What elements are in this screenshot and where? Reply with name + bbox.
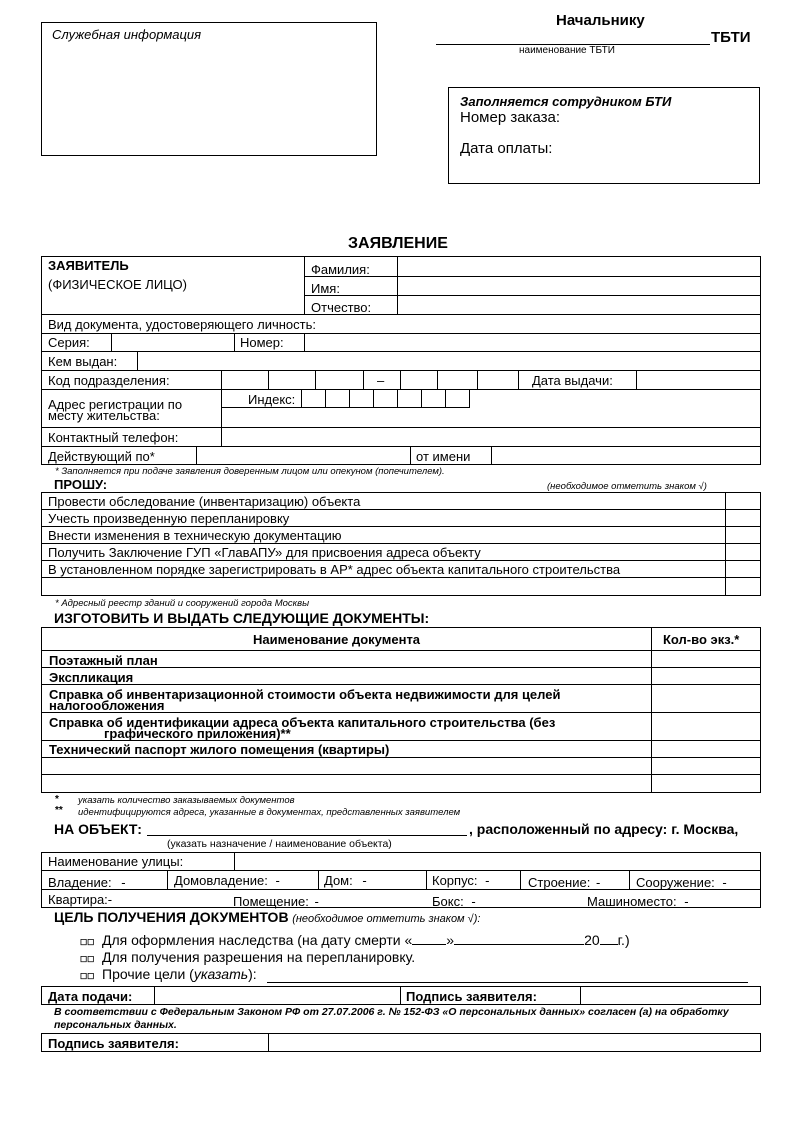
object-name-line[interactable] <box>147 835 467 836</box>
addressee-sub: наименование ТБТИ <box>519 45 615 56</box>
doc-qty-4[interactable] <box>652 713 760 740</box>
doc-row-5: Технический паспорт жилого помещения (квартиры) <box>49 742 390 757</box>
on-behalf-label: от имени <box>416 449 471 464</box>
number-label: Номер: <box>240 335 284 350</box>
request-item-3: Внести изменения в техническую документацию <box>48 528 342 543</box>
purpose-option-3[interactable]: ☐☐ Прочие цели (указать): <box>80 966 257 982</box>
doc-footnote-1-mark: * <box>55 794 59 805</box>
object-head: НА ОБЪЕКТ: <box>54 821 142 837</box>
other-purpose-line[interactable] <box>267 982 748 983</box>
applicant-signature-label-2: Подпись заявителя: <box>48 1036 179 1051</box>
patronymic-input[interactable] <box>398 296 760 314</box>
request-head: ПРОШУ: <box>54 477 108 492</box>
phone-label: Контактный телефон: <box>48 430 179 445</box>
checkbox-icon[interactable]: ☐☐ <box>80 955 95 964</box>
request-checkbox-2[interactable] <box>726 510 760 526</box>
request-item-4: Получить Заключение ГУП «ГлавАПУ» для присвоения адреса объекту <box>48 545 481 560</box>
structure-label: Сооружение: - <box>636 875 727 890</box>
doc-footnote-1: указать количество заказываемых документов <box>78 795 295 806</box>
addressee-suffix: ТБТИ <box>711 29 751 46</box>
parking-label: Машиноместо: - <box>587 894 689 909</box>
flat-label: Квартира:- <box>48 892 113 907</box>
col-doc-name: Наименование документа <box>253 632 421 647</box>
applicant-signature-input[interactable] <box>581 987 760 1004</box>
purpose-note: (необходимое отметить знаком √): <box>292 913 481 925</box>
checkbox-icon[interactable]: ☐☐ <box>80 972 95 981</box>
acting-label: Действующий по* <box>48 449 155 464</box>
applicant-signature-input-2[interactable] <box>269 1034 760 1051</box>
request-item-2: Учесть произведенную перепланировку <box>48 511 290 526</box>
series-label: Серия: <box>48 335 90 350</box>
doc-qty-2[interactable] <box>652 668 760 684</box>
issued-by-label: Кем выдан: <box>48 354 118 369</box>
doc-row-4b: графического приложения)** <box>104 726 291 741</box>
col-doc-qty: Кол-во экз.* <box>663 632 740 647</box>
purpose-option-1[interactable]: ☐☐ Для оформления наследства (на дату смерти « » 20 г.) <box>80 932 630 948</box>
address-label-1: Адрес регистрации по <box>48 397 183 412</box>
service-info-label: Служебная информация <box>52 27 202 42</box>
page-title: ЗАЯВЛЕНИЕ <box>348 235 448 252</box>
box-label: Бокс: - <box>432 894 476 909</box>
corpus-label: Корпус: - <box>432 873 490 888</box>
documents-head: ИЗГОТОВИТЬ И ВЫДАТЬ СЛЕДУЮЩИЕ ДОКУМЕНТЫ: <box>54 610 430 626</box>
request-note: (необходимое отметить знаком √) <box>547 481 707 492</box>
purpose-head: ЦЕЛЬ ПОЛУЧЕНИЯ ДОКУМЕНТОВ <box>54 909 289 925</box>
object-sub: (указать назначение / наименование объекта) <box>167 838 392 850</box>
street-input[interactable] <box>235 853 760 870</box>
doc-row-2: Экспликация <box>49 670 134 685</box>
household-label: Домовладение: - <box>174 873 280 888</box>
building-label: Строение: - <box>528 875 601 890</box>
surname-label: Фамилия: <box>311 262 370 277</box>
purpose-option-2[interactable]: ☐☐ Для получения разрешения на перепланировку. <box>80 949 416 965</box>
room-label: Помещение: - <box>233 894 319 909</box>
request-item-1: Провести обследование (инвентаризацию) объекта <box>48 494 361 509</box>
doc-footnote-2: идентифицируются адреса, указанные в документах, представленных заявителем <box>78 807 461 818</box>
submission-date-label: Дата подачи: <box>48 989 133 1004</box>
doc-type-label: Вид документа, удостоверяющего личность: <box>48 317 316 332</box>
purpose-head-row <box>54 909 480 925</box>
checkbox-icon[interactable]: ☐☐ <box>80 938 95 947</box>
request-item-5: В установленном порядке зарегистрировать в АР* адрес объекта капитального строительства <box>48 562 621 577</box>
patronymic-label: Отчество: <box>311 300 372 315</box>
possession-label: Владение: - <box>48 875 126 890</box>
submission-date-input[interactable] <box>155 987 400 1004</box>
request-checkbox-5[interactable] <box>726 561 760 577</box>
doc-qty-3[interactable] <box>652 685 760 712</box>
applicant-head: ЗАЯВИТЕЛЬ <box>48 258 129 273</box>
index-label: Индекс: <box>248 392 296 407</box>
request-footnote: * Адресный реестр зданий и сооружений города Москвы <box>55 598 310 609</box>
surname-input[interactable] <box>398 257 760 276</box>
doc-row-4a: Справка об идентификации адреса объекта капитального строительства (без <box>49 715 556 730</box>
house-label: Дом: - <box>324 873 367 888</box>
issue-date-label: Дата выдачи: <box>532 373 613 388</box>
doc-row-1: Поэтажный план <box>49 653 158 668</box>
division-dash: – <box>377 373 385 388</box>
addressee-to: Начальнику <box>556 12 645 29</box>
applicant-footnote: * Заполняется при подаче заявления доверенным лицом или опекуном (попечителем). <box>55 466 445 477</box>
order-number-label: Номер заказа: <box>460 109 561 126</box>
applicant-type: (ФИЗИЧЕСКОЕ ЛИЦО) <box>48 277 187 292</box>
object-located: , расположенный по адресу: г. Москва, <box>469 821 739 837</box>
bti-box-title: Заполняется сотрудником БТИ <box>460 94 672 109</box>
request-checkbox-1[interactable] <box>726 493 760 509</box>
doc-row-3b: налогообложения <box>49 698 165 713</box>
street-label: Наименование улицы: <box>48 854 184 869</box>
consent-text: В соответствии с Федеральным Законом РФ от 27.07.2006 г. № 152-ФЗ «О персональных данных» согласен (а) на обработку персональных данных. <box>54 1006 729 1031</box>
address-label-2: месту жительства: <box>48 408 160 423</box>
bti-box <box>448 87 760 184</box>
doc-footnote-2-mark: ** <box>55 805 63 816</box>
request-checkbox-3[interactable] <box>726 527 760 543</box>
name-input[interactable] <box>398 277 760 295</box>
applicant-signature-label: Подпись заявителя: <box>406 989 537 1004</box>
name-label: Имя: <box>311 281 340 296</box>
doc-qty-1[interactable] <box>652 651 760 667</box>
payment-date-label: Дата оплаты: <box>460 140 553 157</box>
doc-qty-5[interactable] <box>652 741 760 757</box>
division-code-label: Код подразделения: <box>48 373 170 388</box>
doc-row-3a: Справка об инвентаризационной стоимости объекта недвижимости для целей <box>49 687 561 702</box>
request-checkbox-4[interactable] <box>726 544 760 560</box>
service-info-box <box>41 22 377 156</box>
